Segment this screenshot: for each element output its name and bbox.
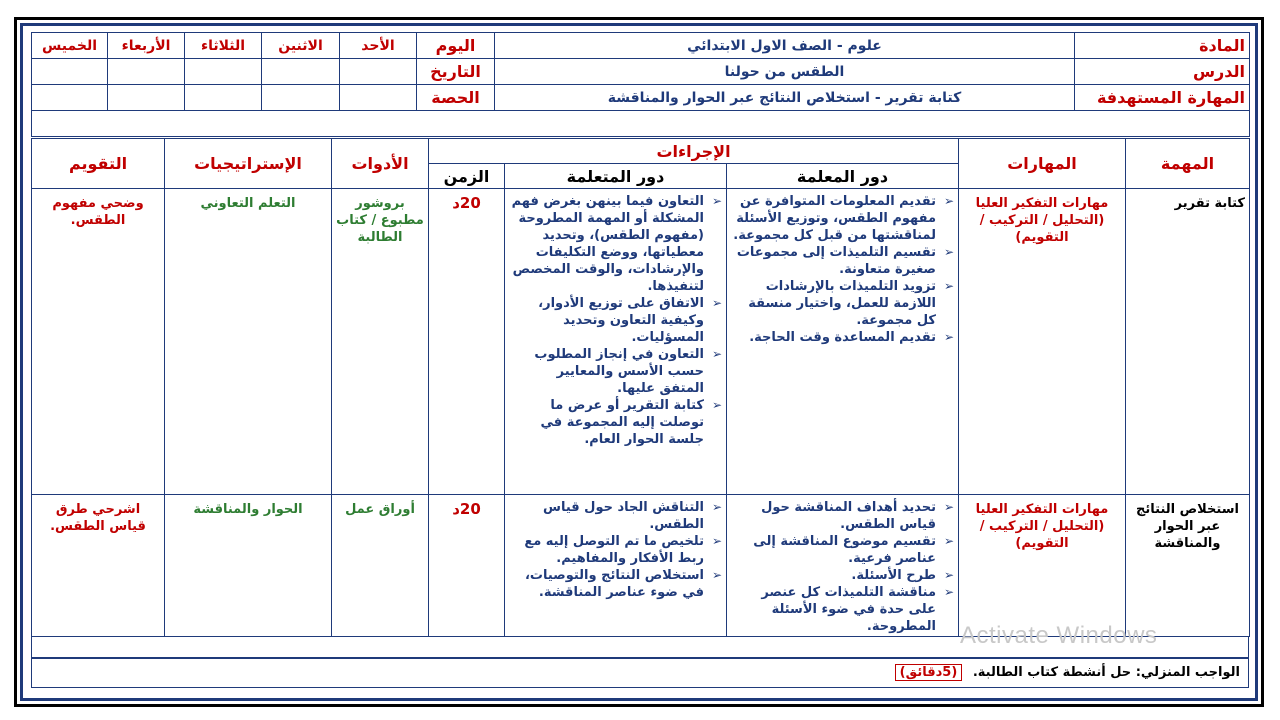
period-cell [108,85,185,111]
subject-label: المادة [1075,33,1250,59]
date-cell [185,59,262,85]
date-cell [32,59,108,85]
date-cell [262,59,340,85]
time-cell: 20د [429,189,505,495]
col-student-role-header: دور المتعلمة [505,164,727,189]
time-cell: 20د [429,495,505,637]
list-item: ➢ التعاون في إنجاز المطلوب حسب الأسس والمعايير المتفق عليها. [509,346,722,397]
skills-cell: مهارات التفكير العليا (التحليل / التركيب / التقويم) [959,189,1126,495]
day-monday: الاثنين [262,33,340,59]
lesson-value: الطقس من حولنا [495,59,1075,85]
lesson-plan-table [31,138,1250,637]
evaluation-cell: وضحي مفهوم الطقس. [32,189,165,495]
col-skills-header: المهارات [959,139,1126,189]
list-item: ➢ تحديد أهداف المناقشة حول قياس الطقس. [731,499,954,533]
teacher-role-cell [727,495,959,637]
homework-text: حل أنشطة كتاب الطالبة. [972,665,1132,680]
period-cell [262,85,340,111]
col-teacher-role-header: دور المعلمة [727,164,959,189]
day-label: اليوم [417,33,495,59]
strategy-cell: التعلم التعاوني [165,189,332,495]
day-wednesday: الأربعاء [108,33,185,59]
date-cell [340,59,417,85]
period-cell [32,85,108,111]
student-role-cell [505,495,727,637]
list-item: ➢ تلخيص ما تم التوصل إليه مع ربط الأفكار والمفاهيم. [509,533,722,567]
col-time-header: الزمن [429,164,505,189]
list-item: ➢ الاتفاق على توزيع الأدوار، وكيفية التعاون وتحديد المسؤليات. [509,295,722,346]
list-item: ➢ تقسيم موضوع المناقشة إلى عناصر فرعية. [731,533,954,567]
col-procedures-header: الإجراءات [429,139,959,164]
day-thursday: الخميس [32,33,108,59]
list-item: ➢ تقديم المعلومات المتوافرة عن مفهوم الطقس، وتوزيع الأسئلة لمناقشتها من قبل كل مجموعة. [731,193,954,244]
student-role-cell [505,189,727,495]
list-item: ➢ تقديم المساعدة وقت الحاجة. [731,329,954,346]
col-task-header: المهمة [1126,139,1250,189]
list-item: ➢ التعاون فيما بينهن بغرض فهم المشكلة أو المهمة المطروحة (مفهوم الطقس)، وتحديد معطياتها، ووضع التكليفات والإرشادات، والوقت المخصص لتنفيذها. [509,193,722,295]
teacher-role-cell [727,189,959,495]
homework-label: الواجب المنزلي: [1135,665,1240,680]
day-sunday: الأحد [340,33,417,59]
homework-row [31,658,1249,688]
subject-value: علوم - الصف الاول الابتدائي [495,33,1075,59]
list-item: ➢ تزويد التلميذات بالإرشادات اللازمة للعمل، واختيار منسقة كل مجموعة. [731,278,954,329]
target-skill-value: كتابة تقرير - استخلاص النتائج عبر الحوار والمناقشة [495,85,1075,111]
list-item: ➢ كتابة التقرير أو عرض ما توصلت إليه المجموعة في جلسة الحوار العام. [509,397,722,448]
period-cell [340,85,417,111]
activate-windows-watermark: Activate Windows [960,622,1158,649]
homework-time: (5دقائق) [895,664,963,681]
skills-cell: مهارات التفكير العليا (التحليل / التركيب / التقويم) [959,495,1126,637]
list-item: ➢ استخلاص النتائج والتوصيات، في ضوء عناصر المناقشة. [509,567,722,601]
table-row [32,495,1250,637]
list-item: ➢ مناقشة التلميذات كل عنصر على حدة في ضوء الأسئلة المطروحة. [731,584,954,635]
lesson-label: الدرس [1075,59,1250,85]
period-cell [185,85,262,111]
col-evaluation-header: التقويم [32,139,165,189]
period-label: الحصة [417,85,495,111]
tools-cell: بروشور مطبوع / كتاب الطالبة [332,189,429,495]
target-skill-label: المهارة المستهدفة [1075,85,1250,111]
task-cell: استخلاص النتائج عبر الحوار والمناقشة [1126,495,1250,637]
date-label: التاريخ [417,59,495,85]
table-row [32,189,1250,495]
task-cell: كتابة تقرير [1126,189,1250,495]
strategy-cell: الحوار والمناقشة [165,495,332,637]
day-tuesday: الثلاثاء [185,33,262,59]
lesson-header-table [31,32,1250,137]
tools-cell: أوراق عمل [332,495,429,637]
list-item: ➢ التناقش الجاد حول قياس الطقس. [509,499,722,533]
date-cell [108,59,185,85]
col-strategies-header: الإستراتيجيات [165,139,332,189]
list-item: ➢ طرح الأسئلة. [731,567,954,584]
list-item: ➢ تقسيم التلميذات إلى مجموعات صغيرة متعاونة. [731,244,954,278]
col-tools-header: الأدوات [332,139,429,189]
spacer-row [32,111,1250,137]
evaluation-cell: اشرحي طرق قياس الطقس. [32,495,165,637]
